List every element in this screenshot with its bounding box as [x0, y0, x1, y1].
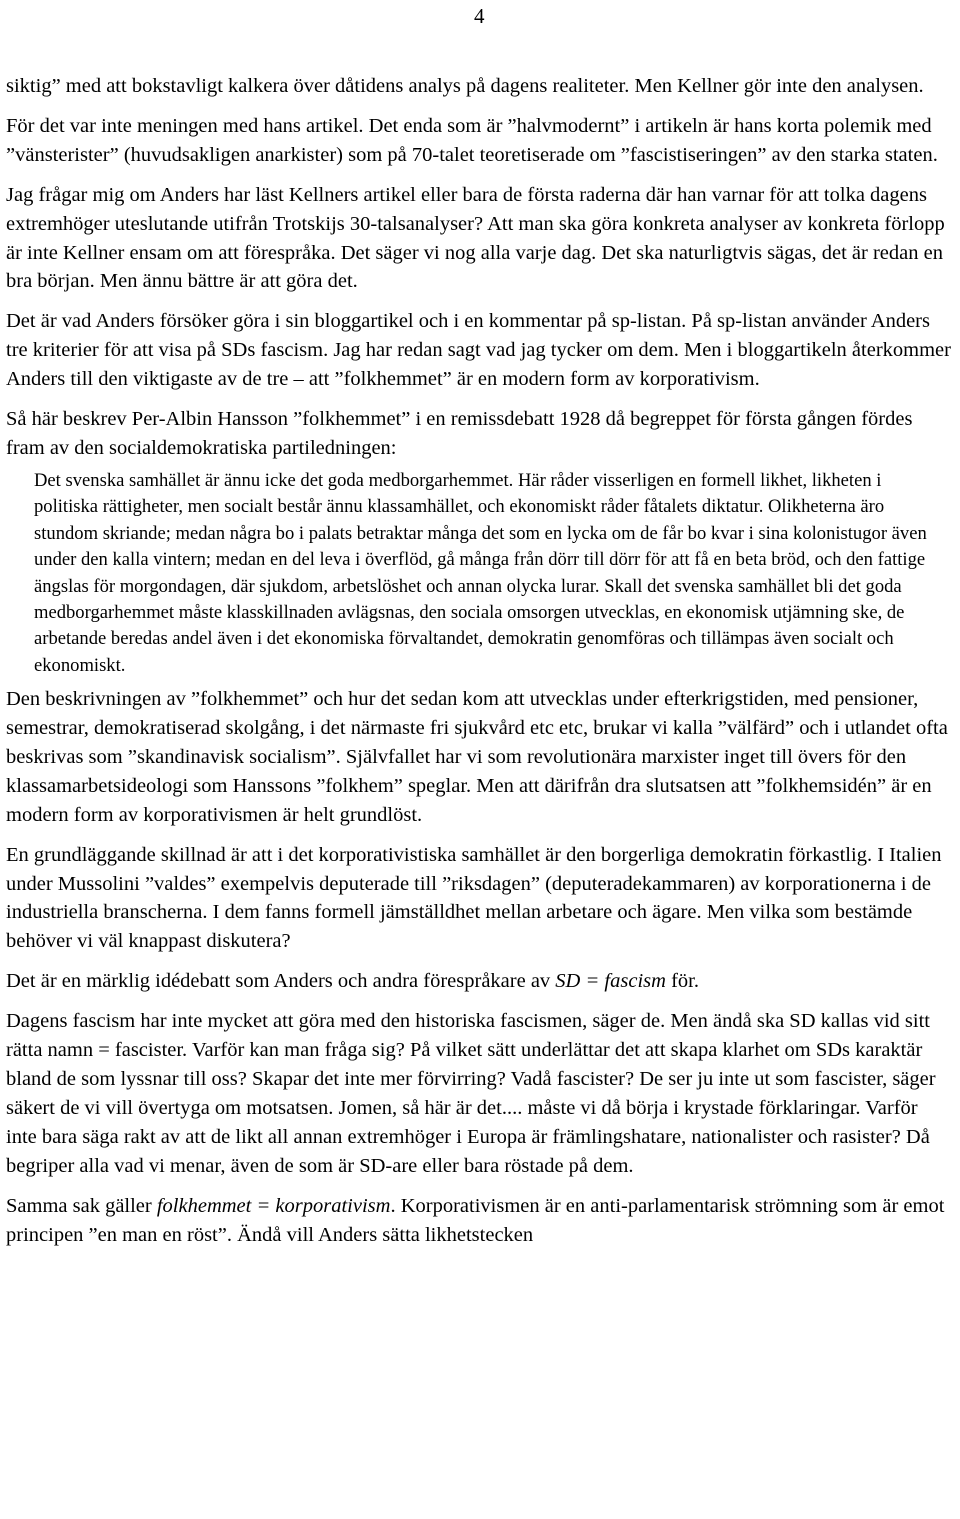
text-segment: Dagens fascism har inte mycket att göra med den historiska fascismen, säger de. Men ändå ska SD kallas vid sitt rätta namn = fascister. Varför kan man fråga sig? På vilket sätt underlättar det att skapa klarhet om SDs karaktär bland de som lyssnar till oss? Skapar det inte mer förvirring? Vadå fascister? De ser ju inte ut som fascister, säger säkert de vi vill övertyga om motsatsen. Jomen, så här är det.... måste vi då börja i krystade förklaringar. Varför inte bara säga rakt av att de likt all annan extremhöger i Europa är främlingshatare, nationalister och rasister? Då begriper alla vad vi menar, även de som är SD-are eller bara röstade på dem. — [6, 1010, 936, 1177]
paragraph — [6, 1192, 952, 1250]
text-segment: Så här beskrev Per-Albin Hansson ”folkhemmet” i en remissdebatt 1928 då begreppet för första gången fördes fram av den socialdemokratiska partiledningen: — [6, 408, 913, 459]
italic-term: folkhemmet = korporativism — [156, 1194, 391, 1217]
paragraph — [6, 307, 952, 394]
text-segment: Det är en märklig idédebatt som Anders och andra förespråkare av — [6, 970, 556, 993]
text-segment: Den beskrivningen av ”folkhemmet” och hur det sedan kom att utvecklas under efterkrigstiden, med pensioner, semestrar, demokratiserad skolgång, i det närmaste fri sjukvård etc etc, brukar vi kalla ”välfärd” och i utlandet ofta beskrivas som ”skandinavisk socialism”. Självfallet har vi som revolutionära marxister inget till övers för den klassamarbetsideologi som Hanssons ”folkhem” speglar. Men att därifrån dra slutsatsen att ”folkhemsidén” är en modern form av korporativismen är helt grundlöst. — [6, 688, 948, 826]
paragraph — [6, 967, 952, 996]
paragraph — [6, 405, 952, 463]
page-number: 4 — [474, 4, 485, 28]
paragraph — [6, 1007, 952, 1180]
text-segment: för. — [665, 970, 699, 993]
text-segment: Det är vad Anders försöker göra i sin bloggartikel och i en kommentar på sp-listan. På sp-listan använder Anders tre kriterier för att visa på SDs fascism. Jag har redan sagt vad jag tycker om dem. Men i bloggartikeln återkommer Anders till den viktigaste av de tre – att ”folkhemmet” är en modern form av korporativism. — [6, 310, 951, 391]
text-segment: siktig” med att bokstavligt kalkera över dåtidens analys på dagens realiteter. Men Kellner gör inte den analysen. — [6, 75, 924, 97]
italic-term: SD = fascism — [555, 970, 666, 993]
paragraph — [6, 112, 952, 170]
paragraph — [6, 72, 952, 101]
text-segment: Jag frågar mig om Anders har läst Kellners artikel eller bara de första raderna där han varnar för att tolka dagens extremhöger uteslutande utifrån Trotskijs 30-talsanalyser? Att man ska göra konkreta analyser av konkreta förlopp är inte Kellner ensam om att förespråka. Det säger vi nog alla varje dag. Det ska naturligtvis sägas, det är redan en bra början. Men ännu bättre är att göra det. — [6, 183, 945, 293]
text-segment: En grundläggande skillnad är att i det korporativistiska samhället är den borgerliga demokratin förkastlig. I Italien under Mussolini ”valdes” exempelvis deputerade till ”riksdagen” (deputeradekammaren) av korporationerna i de industriella branscherna. I dem fanns formell jämställdhet mellan arbetare och ägare. Men vilka som bestämde behöver vi väl knappast diskutera? — [6, 843, 942, 953]
quote-text: Det svenska samhället är ännu icke det goda medborgarhemmet. Här råder visserligen en formell likhet, likheten i politiska rättigheter, men socialt består ännu klassamhället, och ekonomiskt råder fåtalets diktatur. Olikheterna äro stundom skriande; medan några bo i palats betraktar många det som en lycka om de får bo kvar i sina kolonistugor även under den kalla vintern; medan en del leva i överflöd, gå många från dörr till dörr för att få en beta bröd, och den fattige ängslas för morgondagen, där sjukdom, arbetslöshet och annan olycka lurar. Skall det svenska samhället bli det goda medborgarhemmet måste klasskillnaden avlägsnas, den sociala omsorgen utvecklas, en ekonomisk utjämning ske, de arbetande beredas andel även i det ekonomiska förvaltandet, demokratin genomföras och tillämpas även socialt och ekonomiskt. — [34, 469, 927, 676]
paragraph — [6, 685, 952, 830]
block-quote — [34, 468, 932, 679]
text-segment: . Korporativismen är en anti-parlamentarisk strömning som är emot principen ”en man en röst”. Ändå vill Anders sätta likhetstecken — [6, 1194, 945, 1246]
document-body — [6, 72, 952, 1249]
paragraph — [6, 181, 952, 297]
paragraph — [6, 841, 952, 957]
text-segment: Samma sak gäller — [6, 1194, 157, 1217]
text-segment: För det var inte meningen med hans artikel. Det enda som är ”halvmodernt” i artikeln är hans korta polemik med ”vänsterister” (huvudsakligen anarkister) som på 70-talet teoretiserade om ”fascistiseringen” av den starka staten. — [6, 114, 938, 166]
